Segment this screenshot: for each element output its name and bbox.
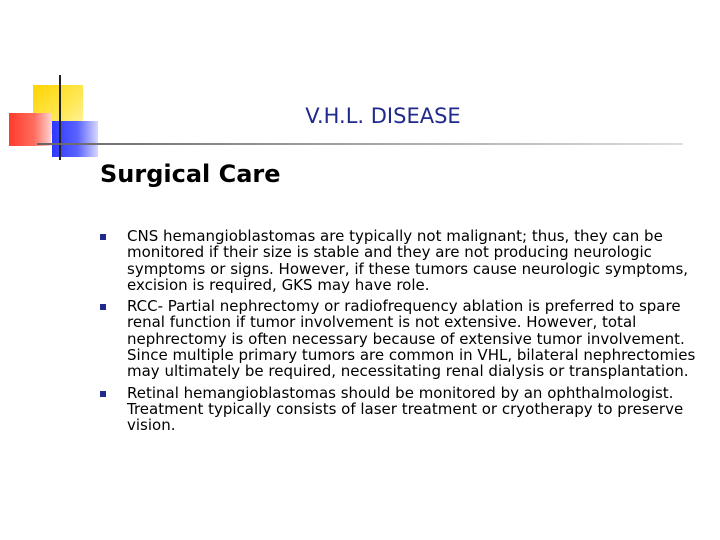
bullet-text: RCC- Partial nephrectomy or radiofrequency ablation is preferred to spare renal function if tumor involvement is not extensive. However, total nephrectomy is often necessary because of extensive tumor involvement. Since multiple primary tumors are common in VHL, bilateral nephrectomies may ultimately be required, necessitating renal dialysis or transplantation. (127, 297, 696, 381)
section-heading: Surgical Care (100, 160, 281, 188)
title-divider (37, 143, 683, 145)
bullet-text: Retinal hemangioblastomas should be monitored by an ophthalmologist. Treatment typically consists of laser treatment or cryotherapy to preserve vision. (127, 383, 684, 435)
square-bullet-icon (100, 391, 106, 397)
slide-title: V.H.L. DISEASE (305, 104, 461, 128)
bullet-text: CNS hemangioblastomas are typically not malignant; thus, they can be monitored if their size is stable and they are not producing neurologic symptoms or signs. However, if these tumors cause neurologic symptoms, excision is required, GKS may have role. (127, 227, 689, 294)
bullet-item (100, 228, 700, 293)
square-bullet-icon (100, 304, 106, 310)
bullet-item (100, 385, 700, 434)
bullet-list (100, 228, 700, 439)
bullet-item (100, 298, 700, 379)
square-bullet-icon (100, 234, 106, 240)
